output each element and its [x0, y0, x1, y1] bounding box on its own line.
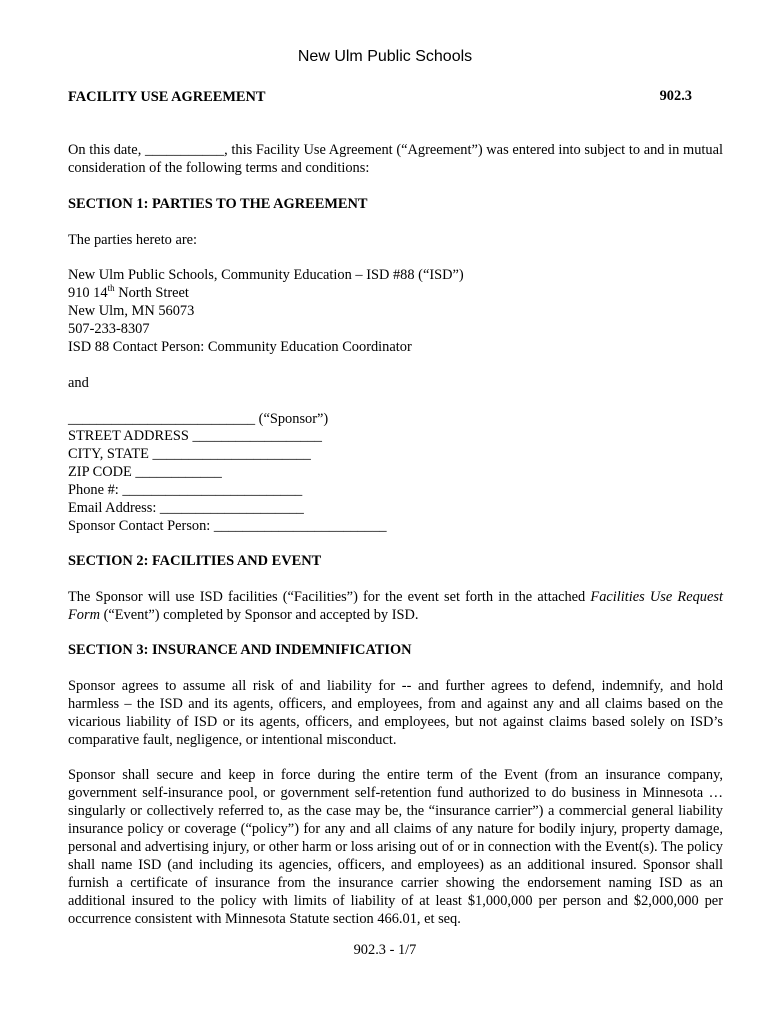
section-1-heading: SECTION 1: PARTIES TO THE AGREEMENT [68, 196, 368, 212]
sponsor-contact-line: Sponsor Contact Person: ________________________ [68, 518, 387, 534]
intro-paragraph: On this date, ___________, this Facility Use Agreement (“Agreement”) was entered into subject to and in mutual consideration of the following terms and conditions: [68, 142, 723, 176]
isd-city: New Ulm, MN 56073 [68, 303, 195, 319]
insurance-paragraph: Sponsor shall secure and keep in force during the entire term of the Event (from an insurance company, government self-insurance pool, or government self-retention fund authorized to do business in Minnesota … singularly or collectively referred to, as the case may be, the “insurance carrier”) a commercial general liability insurance policy or coverage (“policy”) for any and all claims of any nature for bodily injury, property damage, personal and advertising injury, or other harm or loss arising out of or in connection with the Event(s). The policy shall name ISD (and including its agencies, officers, and employees) as an additional insured. Sponsor shall furnish a certificate of insurance from the insurance carrier showing the endorsement naming ISD as an additional insured to the policy with limits of liability of at least $1,000,000 per person and $2,000,000 per occurrence consistent with Minnesota Statute section 466.01, et seq. [68, 767, 723, 927]
section-2-heading: SECTION 2: FACILITIES AND EVENT [68, 553, 322, 569]
sponsor-city-line: CITY, STATE ______________________ [68, 446, 311, 462]
page-footer: 902.3 - 1/7 [353, 942, 417, 958]
sponsor-street-line: STREET ADDRESS __________________ [68, 428, 322, 444]
sponsor-name-line: __________________________ (“Sponsor”) [68, 411, 329, 427]
isd-contact: ISD 88 Contact Person: Community Education Coordinator [68, 339, 412, 355]
sponsor-email-line: Email Address: ____________________ [68, 500, 304, 516]
document-title: FACILITY USE AGREEMENT [68, 89, 266, 105]
section-3-heading: SECTION 3: INSURANCE AND INDEMNIFICATION [68, 642, 412, 658]
policy-number: 902.3 [659, 88, 692, 104]
isd-name: New Ulm Public Schools, Community Education – ISD #88 (“ISD”) [68, 267, 464, 283]
sponsor-phone-line: Phone #: _________________________ [68, 482, 303, 498]
and-text: and [68, 375, 89, 391]
isd-phone: 507-233-8307 [68, 321, 150, 337]
isd-street: 910 14th North Street [68, 283, 189, 301]
district-header: New Ulm Public Schools [297, 48, 473, 65]
parties-lead: The parties hereto are: [68, 232, 198, 248]
indemnification-paragraph: Sponsor agrees to assume all risk of and liability for -- and further agrees to defend, indemnify, and hold harmless – the ISD and its agents, officers, and employees, from and against any and all claims based on the vicarious liability of ISD or its agents, officers, and employees, but not against claims based solely on ISD’s comparative fault, negligence, or intentional misconduct. [68, 678, 723, 748]
section-2-paragraph: The Sponsor will use ISD facilities (“Facilities”) for the event set forth in the attached Facilities Use Request Form (“Event”) completed by Sponsor and accepted by ISD. [68, 589, 723, 623]
sponsor-zip-line: ZIP CODE ____________ [68, 464, 222, 480]
